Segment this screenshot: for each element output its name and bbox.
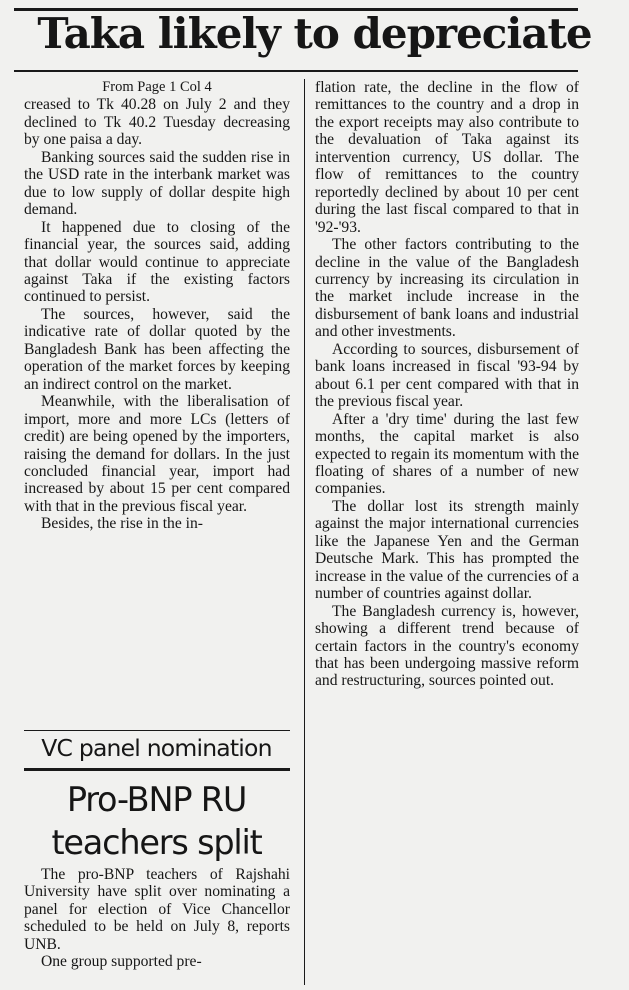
story-paragraph: The sources, however, said the indicative rate of dollar quoted by the Bangladesh Bank has been affecting the operation of the market forces by keeping an indirect control on the market. xyxy=(24,305,290,393)
second-story-kicker: VC panel nomination xyxy=(41,734,272,762)
column-divider xyxy=(304,79,305,985)
kicker-rule xyxy=(24,768,290,771)
story-paragraph: It happened due to closing of the financial year, the sources said, adding that dollar would continue to appreciate against Taka if the existing factors continued to persist. xyxy=(24,218,290,306)
headline-rule xyxy=(14,70,578,72)
second-story-body xyxy=(24,866,290,971)
second-story-headline-text: Pro-BNP RU teachers split xyxy=(51,780,262,862)
story-paragraph: According to sources, disbursement of bank loans increased in fiscal '93-94 by about 6.1 per cent compared with that in the previous fiscal year. xyxy=(315,340,579,411)
story-paragraph: After a 'dry time' during the last few months, the capital market is also expected to regain its momentum with the floating of shares of a number of new companies. xyxy=(315,410,579,498)
story-paragraph: One group supported pre- xyxy=(41,953,202,971)
story-paragraph: The other factors contributing to the decline in the value of the Bangladesh currency by increasing its circulation in the market include increase in the disbursement of bank loans and industrial and other investments. xyxy=(315,236,579,341)
story-paragraph: creased to Tk 40.28 on July 2 and they declined to Tk 40.2 Tuesday decreasing by one paisa a day. xyxy=(24,96,290,149)
story-paragraph: The Bangladesh currency is, however, showing a different trend because of certain factors in the country's economy that has been undergoing massive reform and restructuring, sources pointed out. xyxy=(315,602,579,690)
main-story-left-column xyxy=(24,79,290,533)
story-paragraph: Banking sources said the sudden rise in the USD rate in the interbank market was due to low supply of dollar despite high demand. xyxy=(24,148,290,219)
second-story-headline xyxy=(14,778,299,864)
jump-line: From Page 1 Col 4 xyxy=(102,79,212,95)
main-story-right-column xyxy=(315,79,579,690)
story-paragraph: Besides, the rise in the in- xyxy=(41,515,203,533)
story-paragraph: The dollar lost its strength mainly against the major international currencies like the Japanese Yen and the German Deutsche Mark. This has prompted the increase in the value of the currencies of a number of countries against dollar. xyxy=(315,497,579,603)
story-paragraph: Meanwhile, with the liberalisation of import, more and more LCs (letters of credit) are being opened by the importers, raising the demand for dollars. In the just concluded financial year, import had increased by about 15 per cent compared with that in the previous fiscal year. xyxy=(24,393,290,515)
main-headline: Taka likely to depreciate xyxy=(37,9,592,58)
story-paragraph: flation rate, the decline in the flow of remittances to the country and a drop in the export receipts may also contribute to the devaluation of Taka against its intervention currency, US dollar. The flow of remittances to the country reportedly declined by about 10 per cent during the last fiscal compared to that in '92-'93. xyxy=(315,79,579,236)
story-paragraph: The pro-BNP teachers of Rajshahi University have split over nominating a panel for election of Vice Chancellor scheduled to be held on July 8, reports UNB. xyxy=(24,866,290,953)
